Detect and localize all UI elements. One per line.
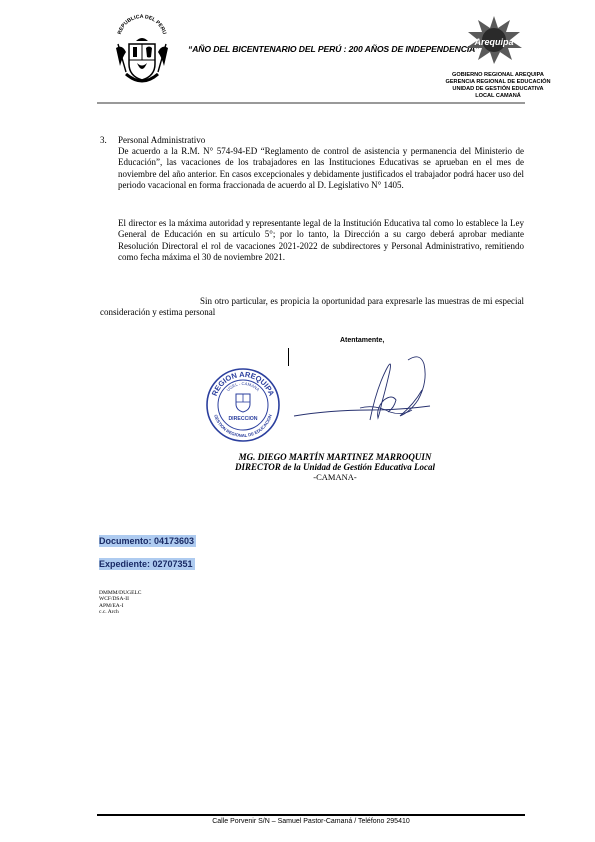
- stamp-bottom-text: GESTION REGIONAL DE EDUCACION: [213, 413, 273, 439]
- institution-block: [418, 72, 578, 100]
- org-line-1: GOBIERNO REGIONAL AREQUIPA: [452, 72, 544, 78]
- peru-coat-of-arms-logo: [112, 14, 172, 88]
- footer-address: Calle Porvenir S/N – Samuel Pastor-Camaná / Teléfono 295410: [212, 818, 410, 825]
- closing-paragraph: Sin otro particular, es propicia la oportunidad para expresarle las muestras de mi especial consideración y estima personal: [100, 296, 524, 318]
- org-line-3: UNIDAD DE GESTIÓN EDUCATIVA: [452, 86, 544, 92]
- handwritten-signature: [290, 350, 440, 430]
- initials-line: DMMM/DUGELC: [99, 590, 142, 596]
- header-divider: [97, 102, 525, 104]
- signatory-title: DIRECTOR de la Unidad de Gestión Educativa Local: [234, 462, 436, 472]
- text-cursor: [288, 348, 289, 366]
- year-motto: “AÑO DEL BICENTENARIO DEL PERÚ : 200 AÑOS DE INDEPENDENCIA”: [188, 44, 480, 54]
- arequipa-regional-logo: [460, 14, 524, 66]
- paragraph-vacation-rules: De acuerdo a la R.M. N° 574-94-ED “Reglamento de control de asistencia y permanencia del Ministerio de Educación”, las vacaciones de los trabajadores en las Instituciones Educativas se aprueban en el mes de noviembre del año anterior. En casos excepcionales y debidamente justificados el trabajador podrá hacer uso del periodo vacacional en forma fraccionada de acuerdo al D. Legislativo N° 1405.: [118, 146, 524, 191]
- initials-line: c.c. Arch: [99, 609, 119, 616]
- initials-line: APM/EA-I: [99, 602, 124, 609]
- stamp-inner-text: UGEL - CAMANA: [225, 380, 261, 393]
- svg-text:REPUBLICA DEL PERU: [117, 14, 167, 35]
- stamp-center-text: DIRECCION: [228, 416, 258, 422]
- org-line-4: LOCAL CAMANÁ: [475, 93, 521, 99]
- stamp-outer-text: REGION AREQUIPA: [209, 369, 277, 398]
- signatory-place: -CAMANA-: [313, 472, 357, 482]
- crest-arc-text: REPUBLICA DEL PERU: [116, 14, 168, 36]
- footer-divider: [97, 814, 525, 816]
- section-number: 3.: [100, 135, 107, 145]
- closing-salutation: Atentamente,: [340, 337, 385, 344]
- logo-wordmark: Arequipa: [474, 37, 514, 47]
- paragraph-director-role: El director es la máxima autoridad y representante legal de la Institución Educativa tal como lo establece la Ley General de Educación en su artículo 5°; por lo tanto, la Dirección a su cargo deberá aprobar mediante Resolución Directoral el rol de vacaciones 2021-2022 de subdirectores y Personal Administrativo, remitiendo como fecha máxima el 30 de noviembre 2021.: [118, 218, 524, 263]
- document-number: Documento: 04173603: [99, 536, 195, 546]
- initials-line: WCF/DSA-II: [99, 596, 129, 603]
- official-stamp: [205, 367, 281, 443]
- reference-initials: [99, 590, 141, 616]
- org-line-2: GERENCIA REGIONAL DE EDUCACIÓN: [445, 79, 551, 85]
- signatory-name: MG. DIEGO MARTÍN MARTINEZ MARROQUIN: [238, 452, 432, 462]
- section-title: Personal Administrativo: [118, 135, 206, 145]
- expediente-number: Expediente: 02707351: [99, 559, 193, 569]
